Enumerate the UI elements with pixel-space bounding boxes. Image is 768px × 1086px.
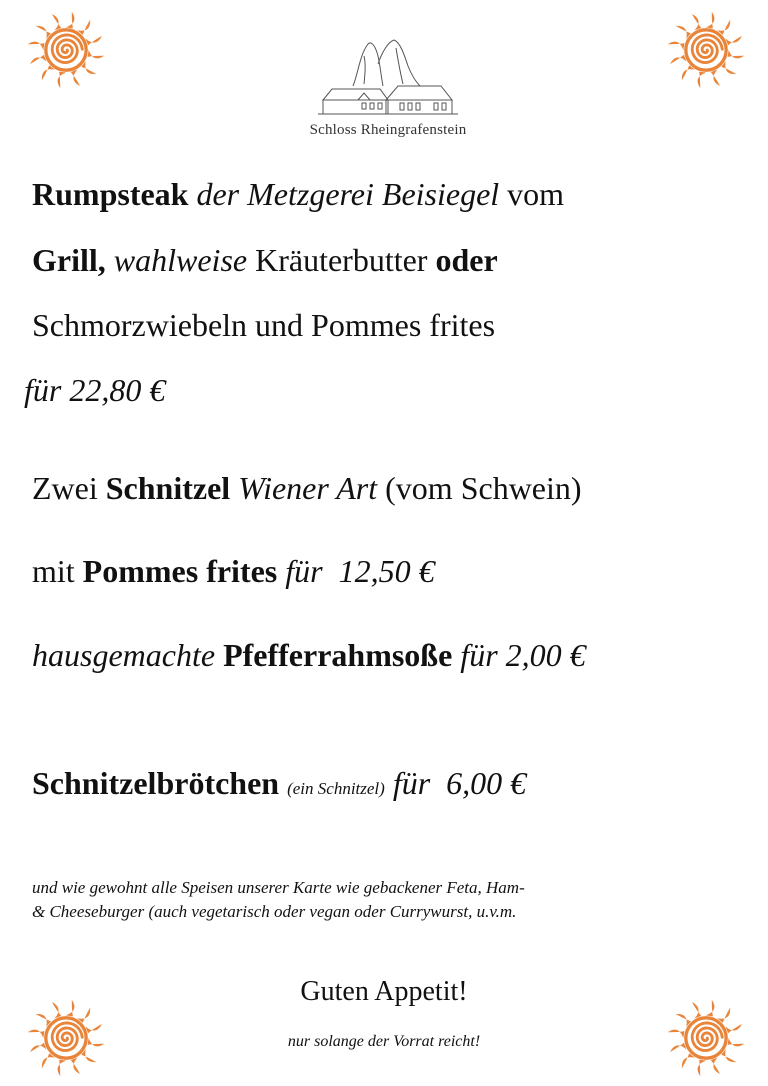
menu-note [32, 876, 742, 924]
schnitzel-side: Pommes frites [82, 553, 278, 589]
sauce-line [32, 639, 586, 671]
rumpsteak-line-1 [32, 178, 564, 210]
sun-spiral-icon [664, 8, 748, 92]
sauce-price: für 2,00 € [460, 637, 586, 673]
schnitzelbroetchen-line [32, 767, 526, 799]
rumpsteak-line-2 [32, 244, 498, 276]
disclaimer: nur solange der Vorrat reicht! [287, 1033, 481, 1050]
rumpsteak-sides: Schmorzwiebeln und Pommes frites [32, 307, 496, 343]
schnitzel-style: Wiener Art [238, 470, 378, 506]
schnitzelbroetchen-price: für 6,00 € [392, 765, 527, 801]
greeting: Guten Appetit! [300, 976, 468, 1007]
sun-spiral-icon [24, 8, 108, 92]
schnitzel-line-2 [32, 555, 435, 587]
menu-note-line-1: und wie gewohnt alle Speisen unserer Karte wie gebackener Feta, Ham- [32, 878, 525, 897]
schnitzelbroetchen-name: Schnitzelbrötchen [32, 765, 280, 801]
rumpsteak-grill: Grill, [32, 242, 106, 278]
rumpsteak-name: Rumpsteak [32, 176, 189, 212]
castle-rock-icon [308, 34, 468, 116]
schnitzel-with: mit [32, 553, 75, 589]
rumpsteak-from: vom [507, 176, 565, 212]
schnitzel-count: Zwei [32, 470, 98, 506]
rumpsteak-optional: wahlweise [113, 242, 248, 278]
schnitzel-price: für 12,50 € [285, 553, 435, 589]
schnitzel-line-1 [32, 472, 582, 504]
logo-text: Schloss Rheingrafenstein [309, 122, 467, 138]
rumpsteak-butter: Kräuterbutter [255, 242, 428, 278]
schnitzel-meat: (vom Schwein) [385, 470, 582, 506]
schnitzel-name: Schnitzel [105, 470, 231, 506]
rumpsteak-price: für 22,80 € [24, 372, 166, 408]
castle-logo [290, 34, 486, 139]
rumpsteak-source: der Metzgerei Beisiegel [196, 176, 500, 212]
menu-note-line-2: & Cheeseburger (auch vegetarisch oder vegan oder Currywurst, u.v.m. [32, 902, 517, 921]
schnitzelbroetchen-detail: (ein Schnitzel) [287, 779, 385, 798]
rumpsteak-or: oder [435, 242, 498, 278]
sauce-prefix: hausgemachte [32, 637, 216, 673]
sauce-name: Pfefferrahmsoße [223, 637, 453, 673]
